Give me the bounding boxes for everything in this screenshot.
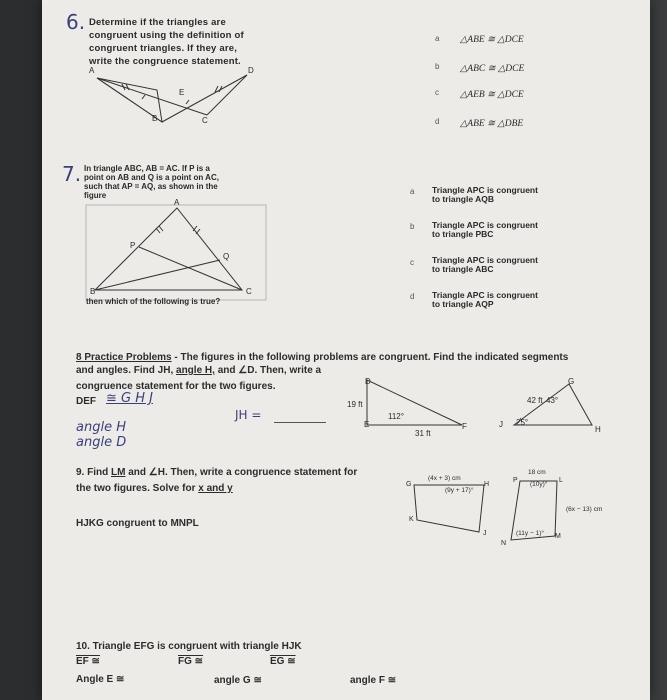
q7-option-c-line-1[interactable]: Triangle APC is congruent	[432, 255, 538, 265]
q6-option-c[interactable]: △AEB ≅ △DCE	[460, 90, 524, 100]
q9-lm: LM	[111, 467, 126, 478]
q8-line-2-post: and ∠D. Then, write a	[214, 365, 322, 376]
q8-side-de: 19 ft	[347, 400, 363, 409]
q7-option-c-line-2[interactable]: to triangle ABC	[432, 264, 494, 274]
q8-hand-angle-h: angle H	[76, 420, 126, 435]
q10-ef[interactable]: EF ≅	[76, 656, 100, 667]
q6-option-b-letter: b	[435, 62, 440, 71]
q10-eg[interactable]: EG ≅	[270, 656, 296, 667]
q7-option-b-line-1[interactable]: Triangle APC is congruent	[432, 220, 538, 230]
q6-option-a-letter: a	[435, 34, 440, 43]
q10-angle-g[interactable]: angle G ≅	[214, 675, 262, 686]
q8-heading: 8 Practice Problems	[76, 352, 172, 363]
background-left	[0, 0, 42, 700]
q8-angle-h: angle H,	[176, 365, 215, 376]
q7-label-b: B	[90, 287, 96, 296]
q6-line-2: congruent using the definition of	[89, 30, 244, 41]
q6-option-b[interactable]: △ABC ≅ △DCE	[460, 64, 525, 74]
q6-number: 6.	[66, 10, 86, 34]
q6-line-4: write the congruence statement.	[89, 56, 241, 67]
q9-label-g: G	[406, 481, 412, 488]
q8-angle-g: 43°	[546, 396, 559, 405]
q7-label-q: Q	[223, 252, 230, 261]
q8-line-1-rest: - The figures in the following problems are congruent. Find the indicated segments	[171, 352, 569, 363]
q9-label-j: J	[483, 530, 487, 537]
q7-line-3: such that AP = AQ, as shown in the	[84, 182, 218, 191]
q8-side-gj: 42 ft	[527, 396, 543, 405]
q9-label-p: P	[513, 477, 518, 484]
q8-angle-e: 112°	[388, 412, 404, 421]
q10-angle-e[interactable]: Angle E ≅	[76, 674, 125, 685]
q8-label-f: F	[462, 422, 467, 431]
q8-jh-label: JH =	[235, 408, 262, 422]
q6-option-a[interactable]: △ABE ≅ △DCE	[460, 35, 524, 45]
q8-line-2-pre: and angles. Find JH,	[76, 365, 177, 376]
q9-figures	[42, 0, 650, 700]
q8-side-ef: 31 ft	[415, 429, 431, 438]
q8-label-g: G	[568, 377, 575, 386]
q6-option-d-letter: d	[435, 117, 440, 126]
q10-fg[interactable]: FG ≅	[178, 656, 204, 667]
q9-angle-m: (11y − 1)°	[516, 530, 544, 537]
q7-option-a-letter: a	[410, 187, 415, 196]
q6-line-3: congruent triangles. If they are,	[89, 43, 238, 54]
q7-option-b-line-2[interactable]: to triangle PBC	[432, 229, 494, 239]
q6-label-c: C	[202, 116, 208, 125]
worksheet-page	[42, 0, 650, 700]
q7-line-2: point on AB and Q is a point on AC,	[84, 173, 219, 182]
q9-statement: HJKG congruent to MNPL	[76, 518, 199, 529]
q7-label-p: P	[130, 241, 136, 250]
q7-option-d-letter: d	[410, 292, 415, 301]
q9-label-k: K	[409, 516, 414, 523]
q8-label-h: H	[595, 425, 601, 434]
q7-option-d-line-2[interactable]: to triangle AQP	[432, 299, 494, 309]
q9-xy: x and y	[198, 483, 233, 494]
q9-side-gh: (4x + 3) cm	[428, 475, 461, 482]
q8-angle-j: 25°	[516, 418, 529, 427]
q7-number: 7.	[62, 162, 82, 186]
q8-def-answer[interactable]: ≅ G H J	[106, 391, 153, 406]
q6-label-a: A	[89, 66, 95, 75]
q9-side-lm: (6x − 13) cm	[566, 506, 603, 513]
q10-angle-f[interactable]: angle F ≅	[350, 675, 397, 686]
q7-label-c: C	[246, 287, 252, 296]
q9-label-m: M	[555, 533, 561, 540]
q7-line-1: In triangle ABC, AB = AC. If P is a	[84, 164, 210, 173]
q9-angle-h: (9y + 17)°	[445, 487, 474, 494]
q8-label-d: D	[365, 377, 371, 386]
q6-option-c-letter: c	[435, 88, 439, 97]
q8-hand-angle-d: angle D	[76, 435, 127, 450]
q9-text-mid: and ∠H. Then, write a congruence statement for	[125, 467, 358, 478]
q6-label-e: E	[179, 88, 185, 97]
q8-line-3: congruence statement for the two figures.	[76, 381, 276, 392]
q9-side-pl: 18 cm	[528, 469, 546, 476]
q6-line-1: Determine if the triangles are	[89, 17, 226, 28]
q7-option-a-line-2[interactable]: to triangle AQB	[432, 194, 495, 204]
q6-label-d: D	[248, 66, 254, 75]
q8-label-e: E	[364, 420, 370, 429]
q6-label-b: B	[152, 114, 158, 123]
q7-option-b-letter: b	[410, 222, 415, 231]
q8-def-label: DEF	[76, 396, 96, 407]
q7-line-4: figure	[84, 191, 107, 200]
q9-label-l: L	[559, 477, 563, 484]
q9-line-2-pre: the two figures. Solve for	[76, 483, 199, 494]
q9-label-n: N	[501, 540, 507, 547]
q7-label-a: A	[174, 198, 180, 207]
q6-option-d[interactable]: △ABE ≅ △DBE	[460, 119, 524, 129]
q7-option-d-line-1[interactable]: Triangle APC is congruent	[432, 290, 538, 300]
q7-then-text: then which of the following is true?	[86, 297, 221, 306]
q8-label-j: J	[499, 420, 503, 429]
q9-angle-p: (10y)°	[530, 481, 548, 488]
q9-text-pre: 9. Find	[76, 467, 111, 478]
background-right	[650, 0, 667, 700]
q10-title: 10. Triangle EFG is congruent with triangle HJK	[76, 641, 302, 652]
q7-option-a-line-1[interactable]: Triangle APC is congruent	[432, 185, 538, 195]
q9-label-h: H	[484, 481, 490, 488]
q7-option-c-letter: c	[410, 258, 414, 267]
